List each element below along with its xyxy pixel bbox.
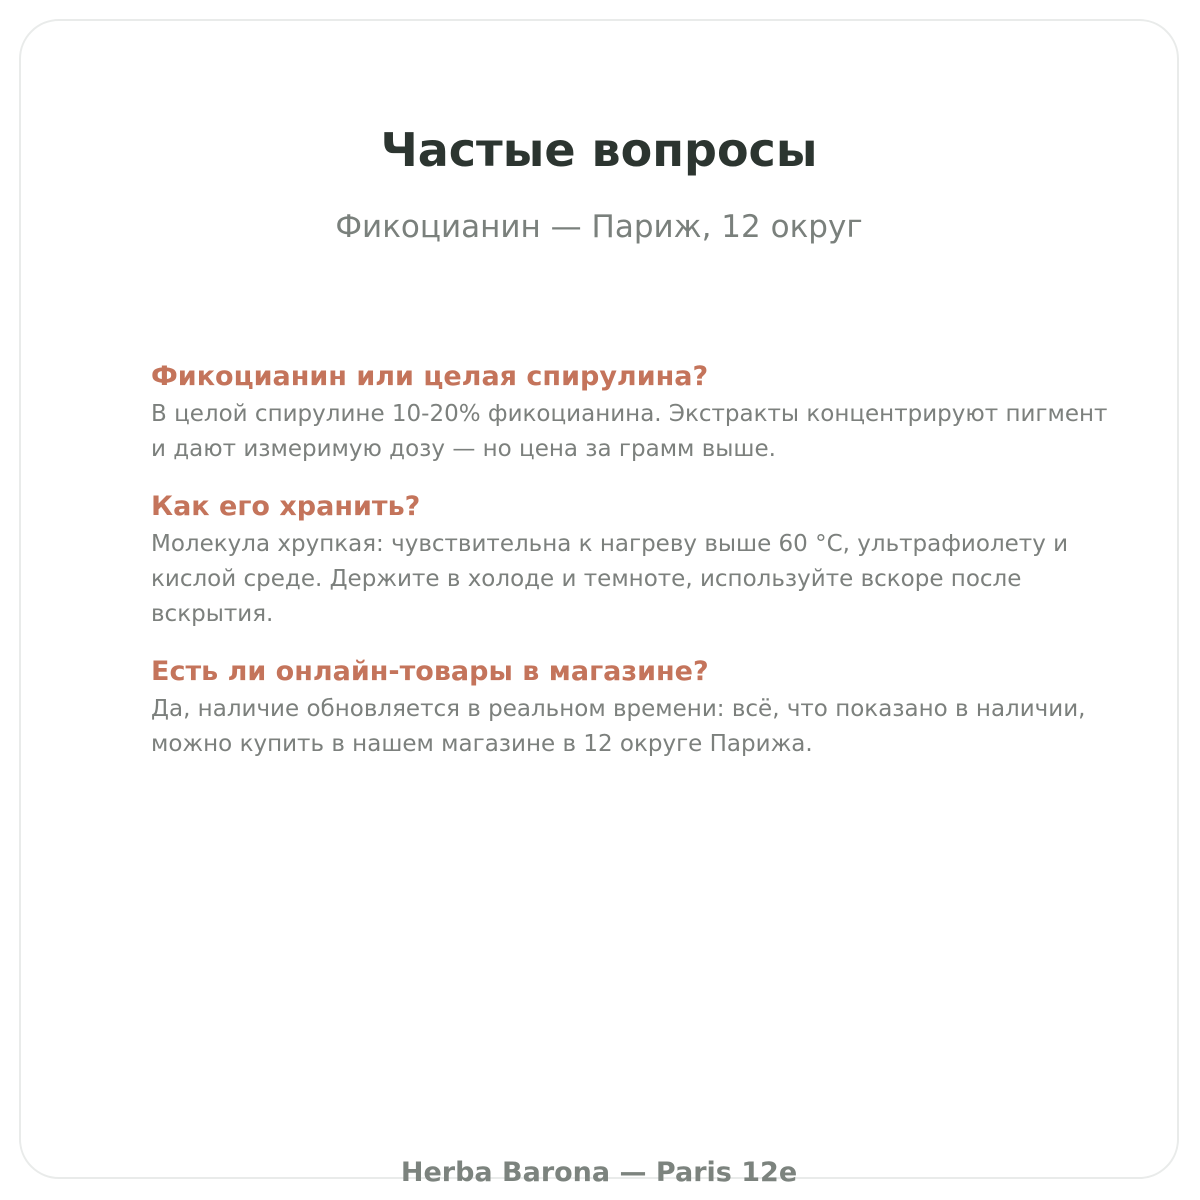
faq-item — [151, 487, 1111, 632]
faq-item — [151, 652, 1111, 762]
faq-question: Фикоцианин или целая спирулина? — [151, 361, 709, 392]
faq-question: Как его хранить? — [151, 491, 421, 522]
faq-question: Есть ли онлайн-товары в магазине? — [151, 656, 709, 687]
faq-answer: В целой спирулине 10-20% фикоцианина. Экстракты концентрируют пигмент и дают измеримую дозу — но цена за грамм выше. — [151, 401, 1108, 462]
page-subtitle: Фикоцианин — Париж, 12 округ — [335, 209, 863, 245]
faq-answer: Молекула хрупкая: чувствительна к нагреву выше 60 °C, ультрафиолету и кислой среде. Держите в холоде и темноте, используйте вскоре после вскрытия. — [151, 531, 1069, 627]
footer-brand: Herba Barona — Paris 12e — [400, 1157, 798, 1188]
page-title: Частые вопросы — [380, 123, 818, 177]
faq-item — [151, 357, 1111, 467]
faq-answer: Да, наличие обновляется в реальном времени: всё, что показано в наличии, можно купить в нашем магазине в 12 округе Парижа. — [151, 696, 1086, 757]
faq-list — [151, 357, 1111, 782]
faq-card — [19, 19, 1179, 1188]
